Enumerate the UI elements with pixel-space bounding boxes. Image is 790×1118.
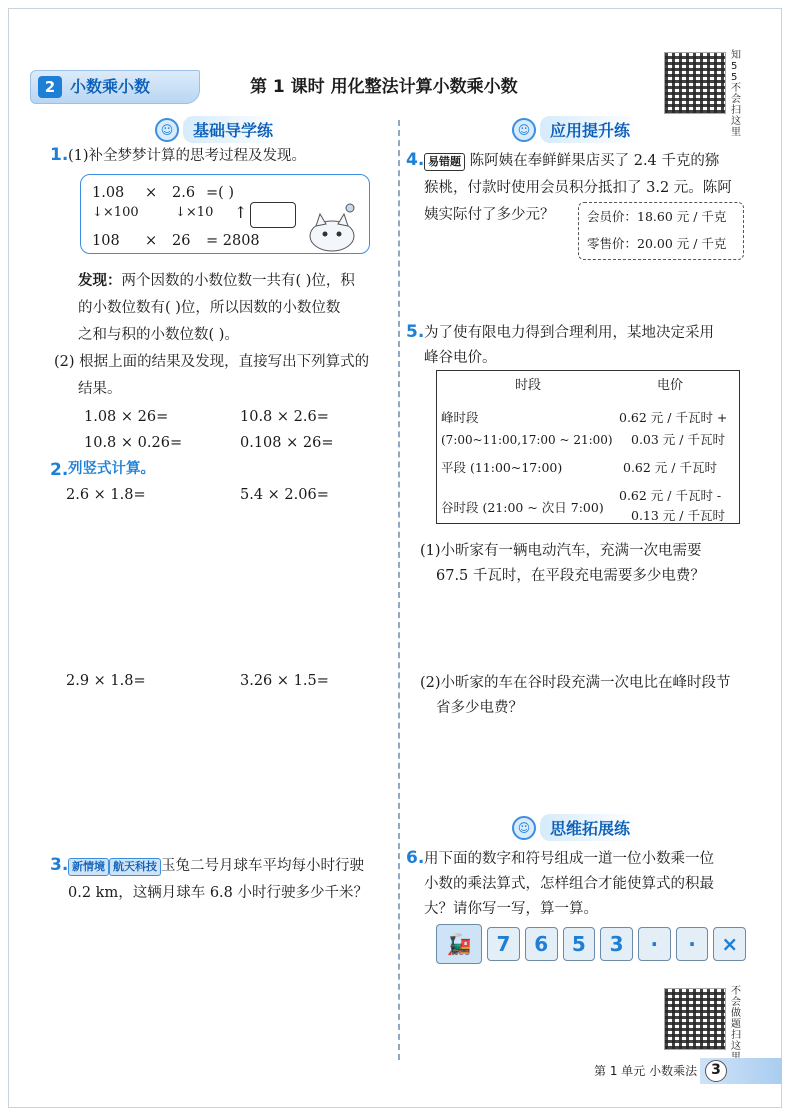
section-basic: ☺ 基础导学练 bbox=[155, 116, 283, 143]
calc-a: 1.08 bbox=[92, 185, 125, 201]
calc-m1-row: ↓×100 bbox=[92, 205, 139, 220]
number-train bbox=[436, 918, 746, 970]
calc-times: × bbox=[145, 185, 158, 201]
row-valley-price-1: 0.62 元 / 千瓦时 - bbox=[619, 488, 722, 503]
q5-line2: 峰谷电价。 bbox=[424, 350, 497, 366]
q5-part2-line2: 省多少电费？ bbox=[436, 700, 523, 716]
q5-number: 5. bbox=[406, 322, 425, 342]
train-car: 6 bbox=[525, 927, 558, 961]
calc-r: = 2808 bbox=[206, 233, 260, 249]
q1-part2-line1: (2) 根据上面的结果及发现，直接写出下列算式的 bbox=[54, 354, 370, 370]
q1-expr-1: 1.08 × 26= bbox=[84, 409, 169, 425]
q6-line3: 大？请你写一写，算一算。 bbox=[424, 901, 598, 917]
row-valley-price-2: 0.13 元 / 千瓦时 bbox=[631, 508, 725, 523]
train-engine-icon: 🚂 bbox=[436, 924, 482, 964]
row-peak-price-1: 0.62 元 / 千瓦时 + bbox=[619, 410, 728, 425]
q2-number: 2. bbox=[50, 460, 69, 480]
q1-expr-4: 0.108 × 26= bbox=[240, 435, 334, 451]
lesson-title: 第 1 课时 用化整法计算小数乘小数 bbox=[250, 77, 518, 97]
row-peak-time: (7:00~11:00,17:00 ~ 21:00) bbox=[441, 433, 613, 447]
footer-unit: 第 1 单元 小数乘法 bbox=[594, 1064, 698, 1078]
q5-part1-line1: (1)小昕家有一辆电动汽车，充满一次电需要 bbox=[420, 543, 702, 559]
up-arrow-icon: ↑ bbox=[234, 203, 248, 222]
q4-line2: 猴桃，付款时使用会员积分抵扣了 3.2 元。陈阿 bbox=[424, 180, 732, 196]
q3-line1: 新情境 航天科技 玉兔二号月球车平均每小时行驶 bbox=[68, 853, 364, 879]
q1-finding-line3: 之和与积的小数位数( )。 bbox=[78, 327, 239, 343]
train-car: · bbox=[676, 927, 709, 961]
retail-price: 零售价：20.00 元 / 千克 bbox=[587, 236, 727, 251]
q1-finding-line1: 发现：两个因数的小数位数一共有( )位，积 bbox=[78, 272, 355, 289]
column-divider bbox=[398, 120, 400, 1060]
train-car: × bbox=[713, 927, 746, 961]
mascot-icon: ☺ bbox=[512, 816, 536, 840]
calc-c: 108 bbox=[92, 233, 120, 249]
section-apply: ☺ 应用提升练 bbox=[512, 116, 640, 143]
q4-number: 4. bbox=[406, 150, 425, 170]
row-flat-name: 平段 (11:00~17:00) bbox=[441, 460, 563, 475]
train-car: 5 bbox=[563, 927, 596, 961]
row-peak-price-2: 0.03 元 / 千瓦时 bbox=[631, 432, 725, 447]
q6-number: 6. bbox=[406, 848, 425, 868]
q1-part2-line2: 结果。 bbox=[78, 381, 122, 397]
q5-part1-line2: 67.5 千瓦时，在平段充电需要多少电费？ bbox=[436, 568, 705, 584]
q1-intro: (1)补全梦梦计算的思考过程及发现。 bbox=[68, 148, 307, 164]
row-flat-price: 0.62 元 / 千瓦时 bbox=[623, 460, 717, 475]
unit-number: 2 bbox=[38, 76, 62, 98]
q4-line1: 易错题 陈阿姨在奉鲜鲜果店买了 2.4 千克的猕 bbox=[424, 148, 719, 174]
q2-title: 列竖式计算。 bbox=[68, 461, 155, 477]
row-peak-name: 峰时段 bbox=[441, 410, 479, 425]
q5-line1: 为了使有限电力得到合理利用，某地决定采用 bbox=[424, 325, 714, 341]
q1-finding-line2: 的小数位数有( )位，所以因数的小数位数 bbox=[78, 300, 341, 316]
calc-d: 26 bbox=[172, 233, 191, 249]
cat-mascot-icon bbox=[302, 200, 362, 256]
calc-b: 2.6 bbox=[172, 185, 196, 201]
q6-line2: 小数的乘法算式，怎样组合才能使算式的积最 bbox=[424, 876, 714, 892]
q1-expr-2: 10.8 × 2.6= bbox=[240, 409, 329, 425]
q1-expr-3: 10.8 × 0.26= bbox=[84, 435, 183, 451]
section-thinking: ☺ 思维拓展练 bbox=[512, 814, 640, 841]
qr-hint: 知55不会扫这里 bbox=[731, 50, 741, 138]
q1-number: 1. bbox=[50, 145, 69, 165]
q2-expr-2: 5.4 × 2.06= bbox=[240, 487, 329, 503]
calc-eq: =( ) bbox=[206, 185, 235, 201]
q3-line2: 0.2 km，这辆月球车 6.8 小时行驶多少千米？ bbox=[68, 885, 368, 901]
unit-name: 小数乘小数 bbox=[70, 77, 151, 96]
q3-number: 3. bbox=[50, 855, 69, 875]
answer-blank-box[interactable] bbox=[250, 202, 296, 228]
table-header-price: 电价 bbox=[657, 378, 684, 393]
qr-code-icon[interactable] bbox=[664, 52, 726, 114]
train-car: 3 bbox=[600, 927, 633, 961]
price-box bbox=[578, 202, 744, 260]
q2-expr-1: 2.6 × 1.8= bbox=[66, 487, 146, 503]
q6-line1: 用下面的数字和符号组成一道一位小数乘一位 bbox=[424, 851, 714, 867]
member-price: 会员价：18.60 元 / 千克 bbox=[587, 209, 727, 224]
q2-expr-4: 3.26 × 1.5= bbox=[240, 673, 329, 689]
page-number: 3 bbox=[705, 1060, 727, 1082]
calc-times-2: × bbox=[145, 233, 158, 249]
qr-hint: 不会做题扫这 bbox=[731, 986, 741, 1052]
table-header-period: 时段 bbox=[515, 378, 542, 393]
mascot-icon: ☺ bbox=[155, 118, 179, 142]
mascot-icon: ☺ bbox=[512, 118, 536, 142]
q2-expr-3: 2.9 × 1.8= bbox=[66, 673, 146, 689]
qr-code-icon[interactable] bbox=[664, 988, 726, 1050]
train-car: 7 bbox=[487, 927, 520, 961]
train-car: · bbox=[638, 927, 671, 961]
price-table bbox=[436, 370, 740, 524]
q5-part2-line1: (2)小昕家的车在谷时段充满一次电比在峰时段节 bbox=[420, 675, 731, 691]
calc-m2-row: ↓×10 bbox=[175, 205, 214, 220]
q4-line3: 姨实际付了多少元？ bbox=[424, 207, 555, 223]
row-valley-name: 谷时段 (21:00 ~ 次日 7:00) bbox=[441, 500, 604, 515]
